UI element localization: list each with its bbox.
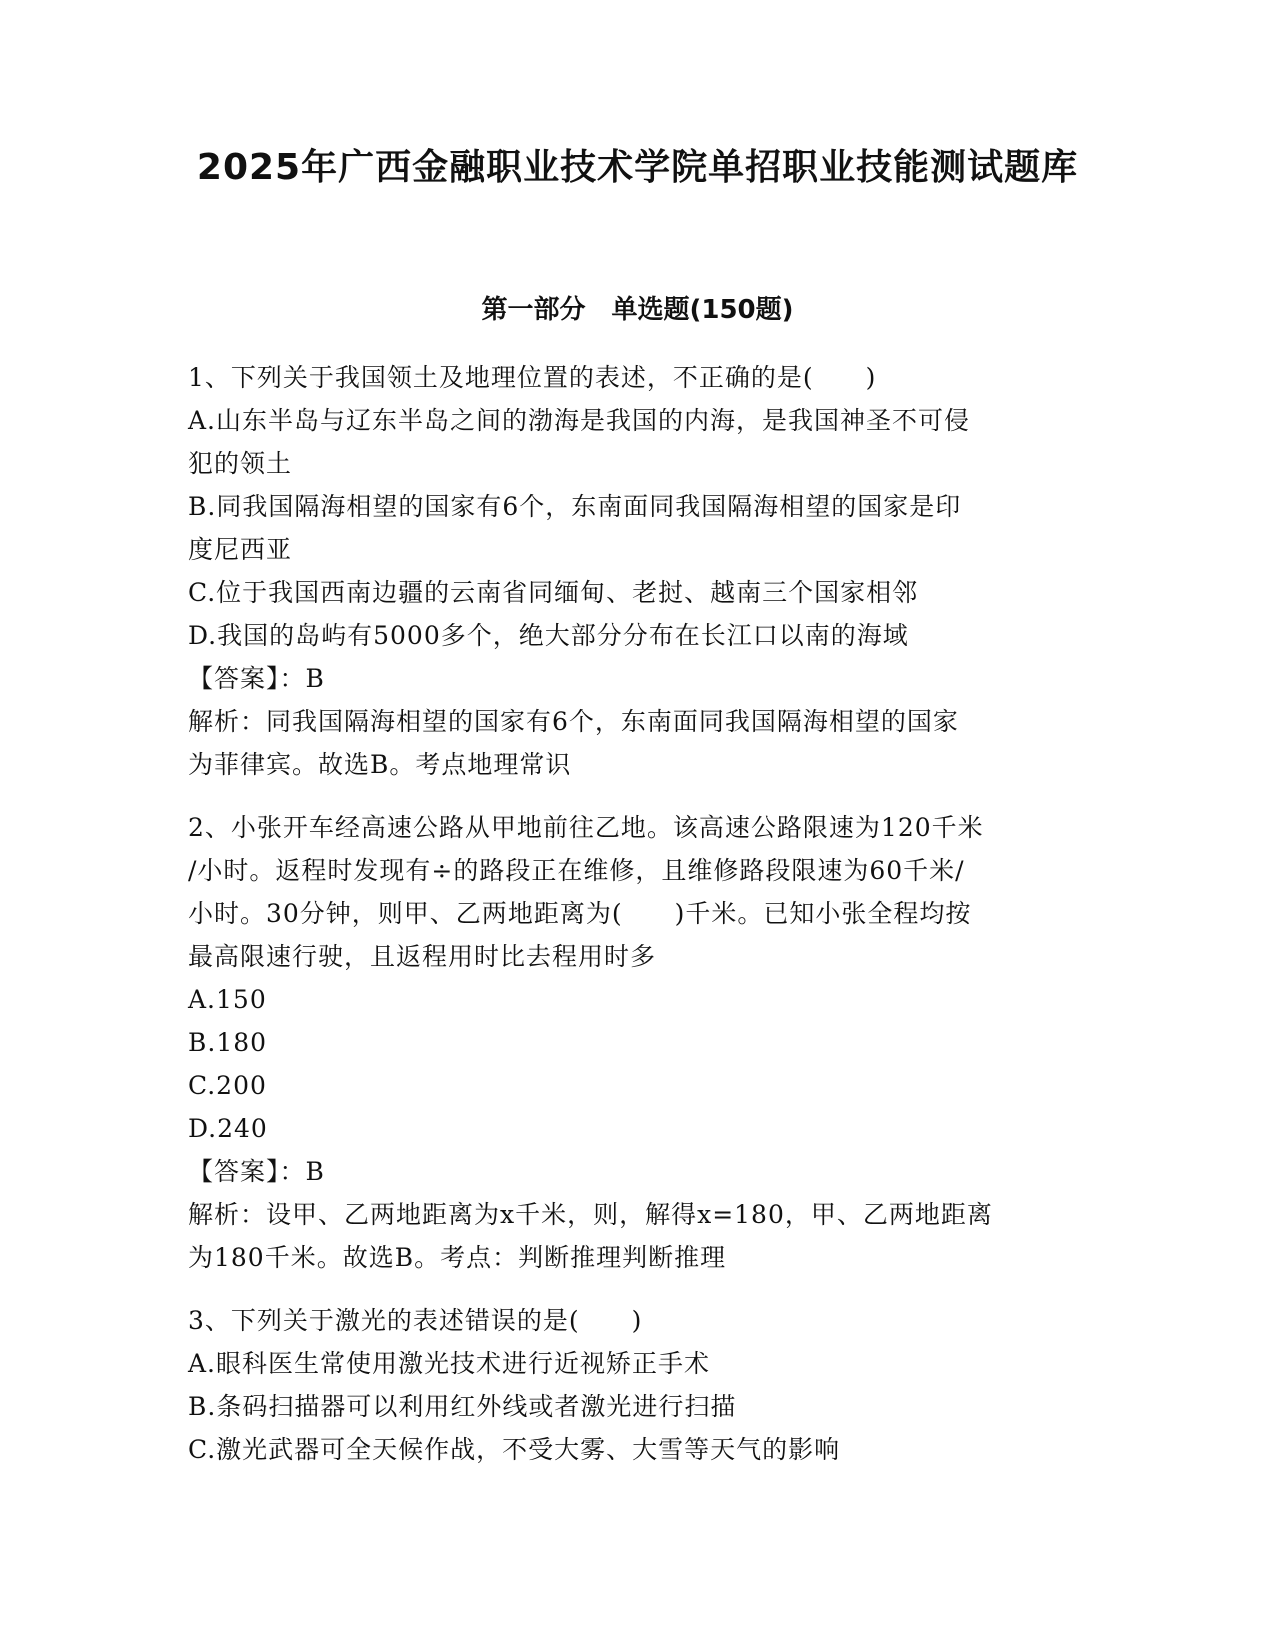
- question-3-option-a: A.眼科医生常使用激光技术进行近视矫正手术: [188, 1349, 711, 1378]
- question-2-stem-cont-2: 小时。30分钟，则甲、乙两地距离为( )千米。已知小张全程均按: [188, 899, 972, 928]
- page-title: 2025年广西金融职业技术学院单招职业技能测试题库: [196, 147, 1079, 188]
- question-1-option-a-cont: 犯的领土: [188, 449, 293, 478]
- question-2-explanation-cont: 为180千米。故选B。考点：判断推理判断推理: [188, 1243, 727, 1272]
- question-2: [188, 806, 1088, 1279]
- question-list: [188, 356, 1088, 1471]
- question-1-explanation: 解析：同我国隔海相望的国家有6个，东南面同我国隔海相望的国家: [188, 707, 959, 736]
- question-2-option-c: C.200: [188, 1071, 267, 1100]
- question-3-stem: 3、下列关于激光的表述错误的是( ): [188, 1306, 643, 1335]
- question-2-stem: 2、小张开车经高速公路从甲地前往乙地。该高速公路限速为120千米: [188, 813, 984, 842]
- question-1: [188, 356, 1088, 786]
- question-1-option-b: B.同我国隔海相望的国家有6个，东南面同我国隔海相望的国家是印: [188, 492, 962, 521]
- question-1-stem: 1、下列关于我国领土及地理位置的表述，不正确的是( ): [188, 363, 877, 392]
- question-2-option-d: D.240: [188, 1114, 268, 1143]
- question-3-option-c: C.激光武器可全天候作战，不受大雾、大雪等天气的影响: [188, 1435, 841, 1464]
- question-2-answer: 【答案】：B: [188, 1157, 325, 1186]
- question-2-option-b: B.180: [188, 1028, 268, 1057]
- section-title: 第一部分 单选题(150题): [481, 295, 794, 325]
- question-1-answer: 【答案】：B: [188, 664, 325, 693]
- question-1-option-c: C.位于我国西南边疆的云南省同缅甸、老挝、越南三个国家相邻: [188, 578, 919, 607]
- question-3-option-b: B.条码扫描器可以利用红外线或者激光进行扫描: [188, 1392, 737, 1421]
- question-1-explanation-cont: 为菲律宾。故选B。考点地理常识: [188, 750, 572, 779]
- question-3: [188, 1299, 1088, 1471]
- question-1-option-b-cont: 度尼西亚: [188, 535, 293, 564]
- question-2-stem-cont-1: /小时。返程时发现有÷的路段正在维修，且维修路段限速为60千米/: [188, 856, 965, 885]
- question-1-option-d: D.我国的岛屿有5000多个，绝大部分分布在长江口以南的海域: [188, 621, 909, 650]
- question-2-stem-cont-3: 最高限速行驶，且返程用时比去程用时多: [188, 942, 657, 971]
- question-2-option-a: A.150: [188, 985, 267, 1014]
- question-2-explanation: 解析：设甲、乙两地距离为x千米，则，解得x=180，甲、乙两地距离: [188, 1200, 993, 1229]
- question-1-option-a: A.山东半岛与辽东半岛之间的渤海是我国的内海，是我国神圣不可侵: [188, 406, 971, 435]
